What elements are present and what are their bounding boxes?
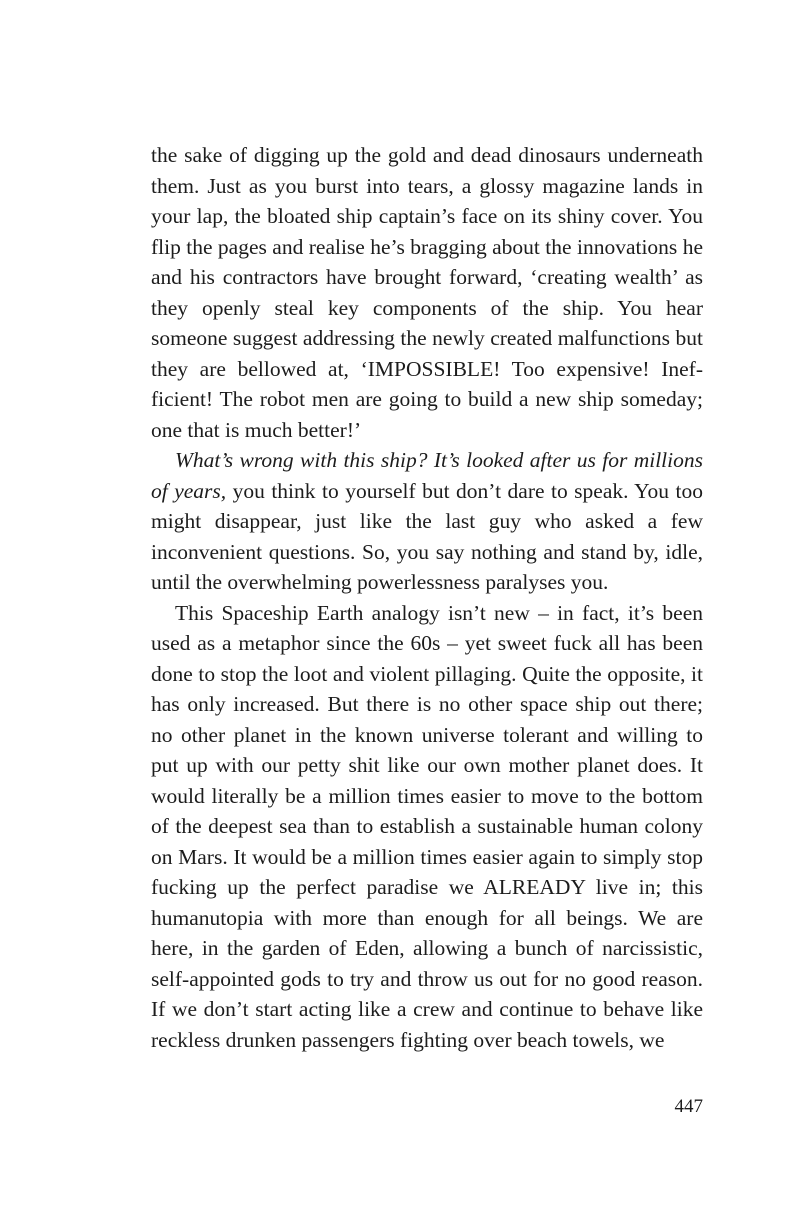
page-number: 447 (674, 1096, 703, 1117)
paragraph-1 (151, 140, 703, 445)
paragraph-2-text: you think to yourself but don’t dare to speak. You too might disappear, just like the last guy who asked a few inconvenient questions. So, you say nothing and stand by, idle, until the overwhelming powerlessness paralyses you. (151, 478, 703, 594)
body-text (151, 140, 703, 1055)
paragraph-2-italic-text: What’s wrong with this ship? It’s looked after us for millions of years, (151, 448, 703, 503)
paragraph-2 (151, 445, 703, 598)
paragraph-3-text: This Spaceship Earth analogy isn’t new – in fact, it’s been used as a metaphor since the 60s – yet sweet fuck all has been done to stop the loot and violent pillaging. Quite the opposite, it has only increased. But there is no other space ship out there; no other planet in the known universe tolerant and willing to put up with our petty shit like our own mother planet does. It would literally be a million times easier to move to the bottom of the deepest sea than to establish a sustainable human colony on Mars. It would be a million times easier again to simply stop fucking up the perfect paradise we ALREADY live in; this humanutopia with more than enough for all beings. We are here, in the garden of Eden, allowing a bunch of narcissistic, self-appointed gods to try and throw us out for no good reason. If we don’t start acting like a crew and continue to behave like reckless drunken passengers fighting over beach towels, we (151, 600, 703, 1052)
paragraph-3 (151, 598, 703, 1056)
paragraph-1-text: the sake of digging up the gold and dead dinosaurs underneath them. Just as you burst into tears, a glossy magazine lands in your lap, the bloated ship captain’s face on its shiny cover. You flip the pages and realise he’s bragging about the innovations he and his contractors have brought forward, ‘creating wealth’ as they openly steal key components of the ship. You hear someone suggest addressing the newly created malfunctions but they are bellowed at, ‘IMPOSSIBLE! Too expensive! Inefficient! The robot men are going to build a new ship someday; one that is much better!’ (151, 143, 703, 442)
